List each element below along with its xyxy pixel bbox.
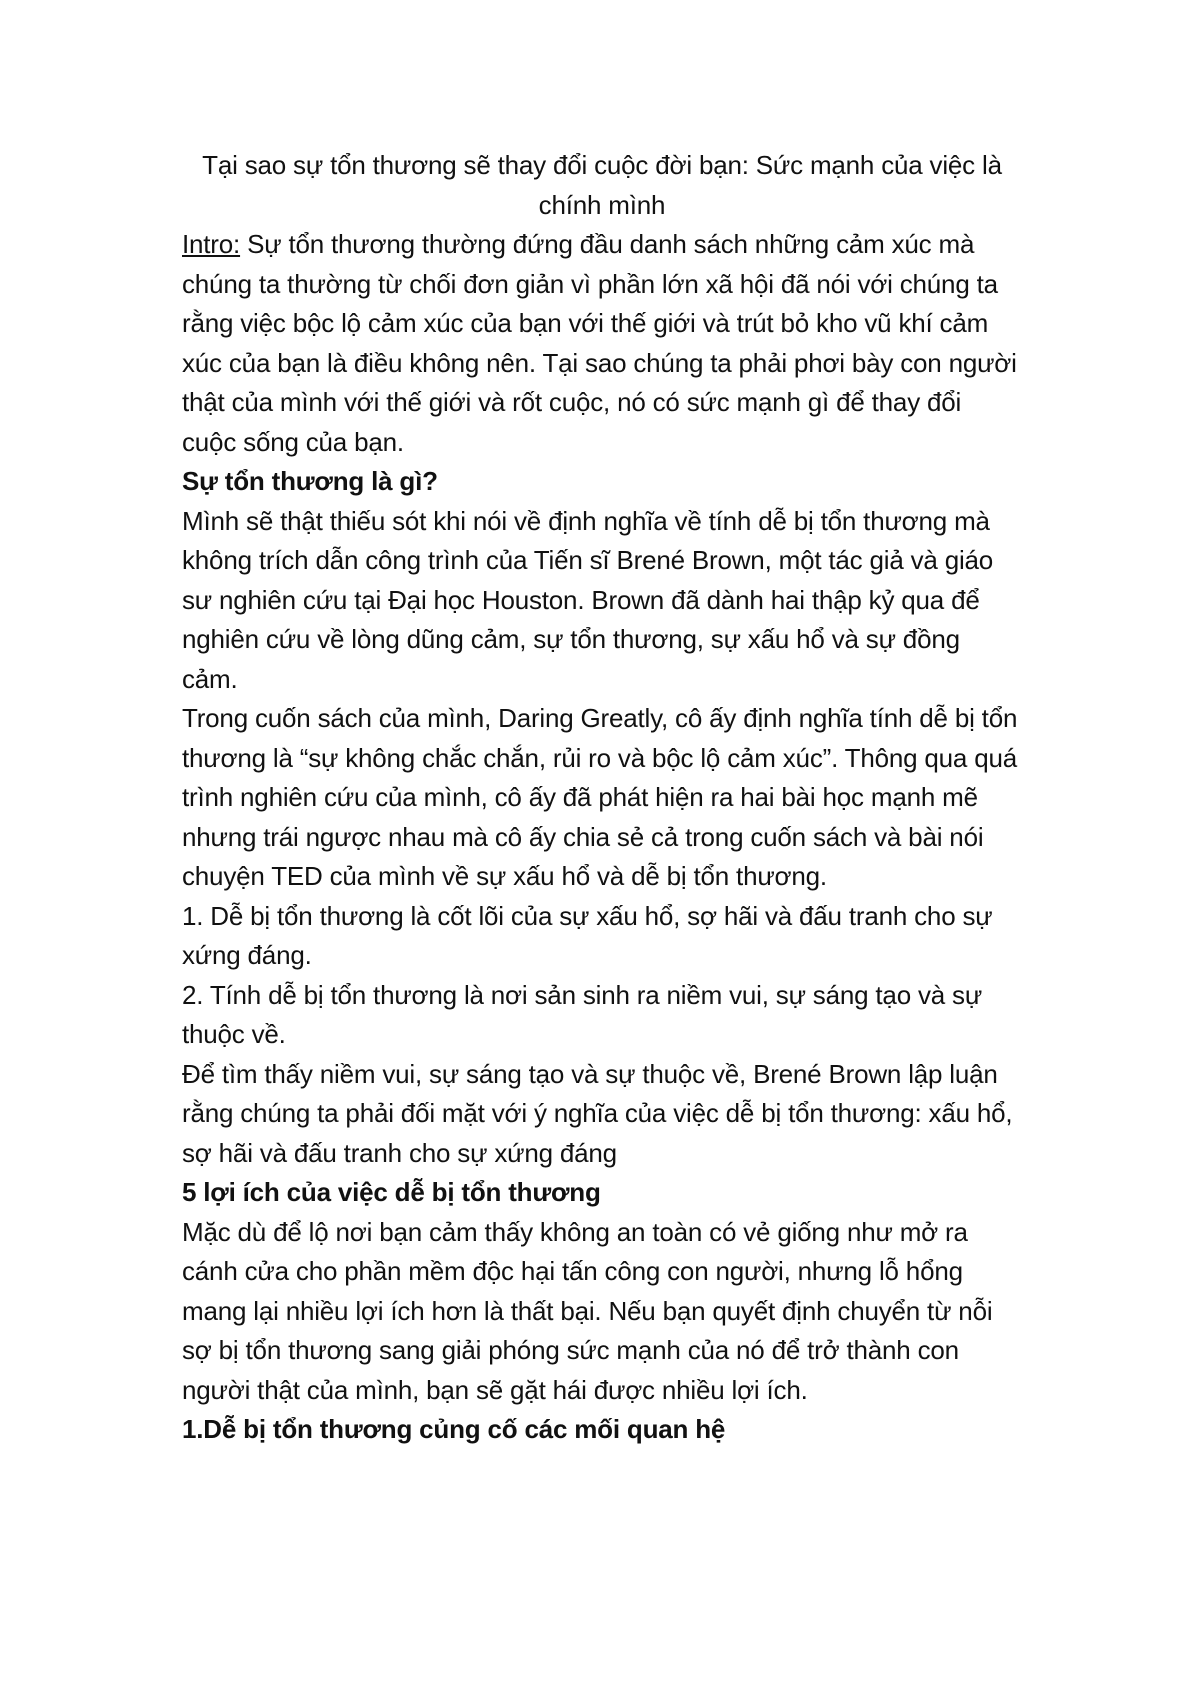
document-body <box>182 146 1022 1450</box>
section-heading-what-is-vulnerability: Sự tổn thương là gì? <box>182 466 438 496</box>
paragraph-daring-greatly: Trong cuốn sách của mình, Daring Greatly, cô ấy định nghĩa tính dễ bị tổn thương là “sự không chắc chắn, rủi ro và bộc lộ cảm xúc”. Thông qua quá trình nghiên cứu của mình, cô ấy đã phát hiện ra hai bài học mạnh mẽ nhưng trái ngược nhau mà cô ấy chia sẻ cả trong cuốn sách và bài nói chuyện TED của mình về sự xấu hổ và dễ bị tổn thương. <box>182 703 1018 891</box>
section-heading-benefits: 5 lợi ích của việc dễ bị tổn thương <box>182 1177 601 1207</box>
document-title: Tại sao sự tổn thương sẽ thay đổi cuộc đời bạn: Sức mạnh của việc là chính mình <box>202 150 1002 220</box>
paragraph-benefits: Mặc dù để lộ nơi bạn cảm thấy không an toàn có vẻ giống như mở ra cánh cửa cho phần mềm độc hại tấn công con người, nhưng lỗ hổng mang lại nhiều lợi ích hơn là thất bại. Nếu bạn quyết định chuyển từ nỗi sợ bị tổn thương sang giải phóng sức mạnh của nó để trở thành con người thật của mình, bạn sẽ gặt hái được nhiều lợi ích. <box>182 1216 993 1405</box>
paragraph-brene-argument: Để tìm thấy niềm vui, sự sáng tạo và sự thuộc về, Brené Brown lập luận rằng chúng ta phải đối mặt với ý nghĩa của việc dễ bị tổn thương: xấu hổ, sợ hãi và đấu tranh cho sự xứng đáng <box>182 1058 1013 1168</box>
section-heading-relationships: 1.Dễ bị tổn thương củng cố các mối quan hệ <box>182 1414 726 1444</box>
paragraph-definition: Mình sẽ thật thiếu sót khi nói về định nghĩa về tính dễ bị tổn thương mà không trích dẫn công trình của Tiến sĩ Brené Brown, một tác giả và giáo sư nghiên cứu tại Đại học Houston. Brown đã dành hai thập kỷ qua để nghiên cứu về lòng dũng cảm, sự tổn thương, sự xấu hổ và sự đồng cảm. <box>182 505 994 694</box>
intro-text: Sự tổn thương thường đứng đầu danh sách những cảm xúc mà chúng ta thường từ chối đơn giản vì phần lớn xã hội đã nói với chúng ta rằng việc bộc lộ cảm xúc của bạn với thế giới và trút bỏ kho vũ khí cảm xúc của bạn là điều không nên. Tại sao chúng ta phải phơi bày con người thật của mình với thế giới và rốt cuộc, nó có sức mạnh gì để thay đổi cuộc sống của bạn. <box>182 229 1017 457</box>
intro-paragraph <box>182 225 1022 462</box>
intro-label: Intro: <box>182 229 241 259</box>
list-item-2: 2. Tính dễ bị tổn thương là nơi sản sinh ra niềm vui, sự sáng tạo và sự thuộc về. <box>182 979 983 1049</box>
list-item-1: 1. Dễ bị tổn thương là cốt lõi của sự xấu hổ, sợ hãi và đấu tranh cho sự xứng đáng. <box>182 900 993 970</box>
